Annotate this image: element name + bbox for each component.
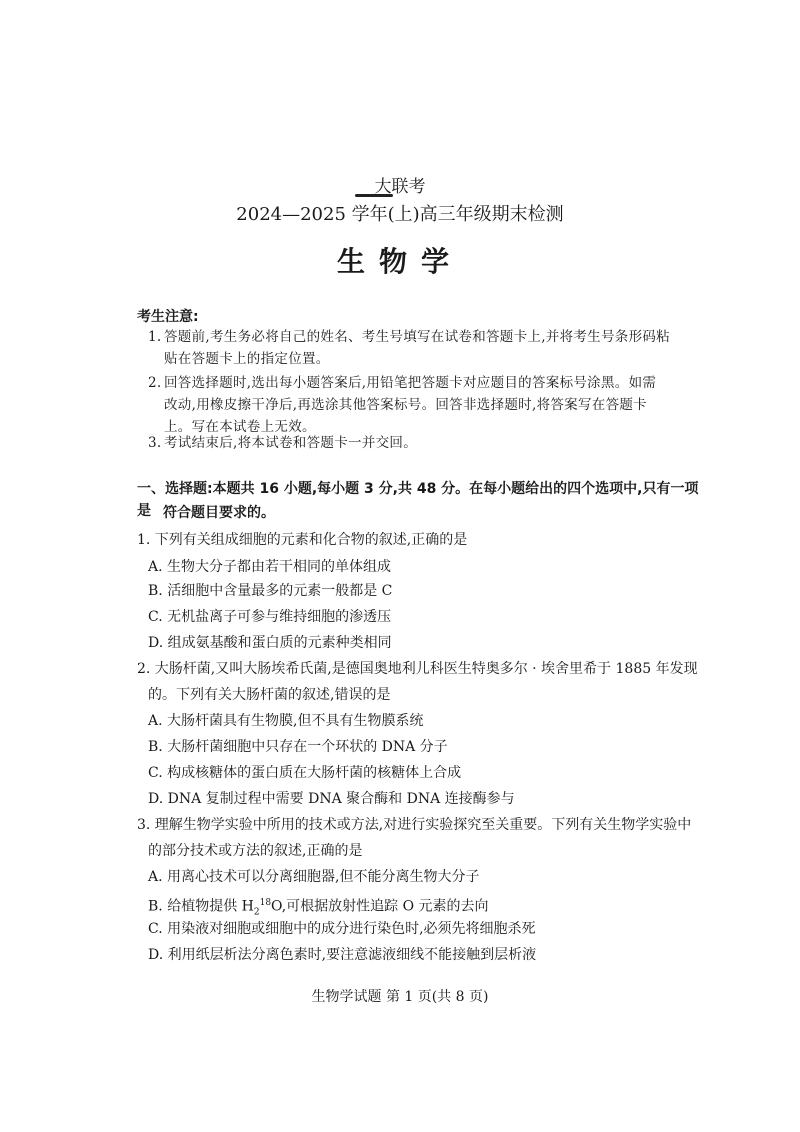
question-1-option-d: D. 组成氨基酸和蛋白质的元素种类相同 — [148, 635, 392, 651]
question-1-stem: 1. 下列有关组成细胞的元素和化合物的叙述,正确的是 — [137, 532, 468, 548]
question-3-option-c: C. 用染液对细胞或细胞中的成分进行染色时,必须先将细胞杀死 — [148, 921, 536, 937]
notice-item-1: 1. 答题前,考生务必将自己的姓名、考生号填写在试卷和答题卡上,并将考生号条形码粘 贴在答题卡上的指定位置。 — [148, 329, 670, 367]
exam-org: 大联考 — [374, 177, 426, 197]
question-3-option-b: B. 给植物提供 $H_2^{18}O$,可根据放射性追踪 O 元素的去向 — [148, 898, 489, 918]
notice-item-3: 3. 考试结束后,将本试卷和答题卡一并交回。 — [148, 435, 417, 451]
question-3-option-a: A. 用离心技术可以分离细胞器,但不能分离生物大分子 — [148, 869, 480, 885]
question-3-stem: 3. 理解生物学实验中所用的技术或方法,对进行实验探究至关重要。下列有关生物学实验中 — [137, 817, 692, 833]
question-2-option-b: B. 大肠杆菌细胞中只存在一个环状的 DNA 分子 — [148, 739, 448, 755]
question-3-option-d: D. 利用纸层析法分离色素时,要注意滤液细线不能接触到层析液 — [148, 947, 537, 963]
question-1-option-b: B. 活细胞中含量最多的元素一般都是 C — [148, 583, 393, 599]
page-footer: 生物学试题 第 1 页(共 8 页) — [311, 989, 489, 1005]
question-3-stem-cont: 的部分技术或方法的叙述,正确的是 — [148, 843, 363, 859]
question-2-option-d: D. DNA 复制过程中需要 DNA 聚合酶和 DNA 连接酶参与 — [148, 791, 515, 807]
question-1-option-a: A. 生物大分子都由若干相同的单体组成 — [148, 559, 392, 575]
page-title: 生物学 — [336, 245, 463, 278]
section-heading-cont: 符合题目要求的。 — [163, 505, 275, 521]
question-2-stem-cont: 的。下列有关大肠杆菌的叙述,错误的是 — [148, 687, 391, 703]
question-2-stem: 2. 大肠杆菌,又叫大肠埃希氏菌,是德国奥地利儿科医生特奥多尔 · 埃舍里希于 1885 年发现 — [137, 661, 698, 677]
question-2-option-c: C. 构成核糖体的蛋白质在大肠杆菌的核糖体上合成 — [148, 765, 462, 781]
notice-item-2: 2. 回答选择题时,选出每小题答案后,用铅笔把答题卡对应题目的答案标号涂黑。如需 改动,用橡皮擦干净后,再选涂其他答案标号。回答非选择题时,将答案写在答题卡 上。写在本试卷上无效。 — [148, 375, 657, 435]
exam-term: 2024—2025 学年(上)高三年级期末检测 — [236, 204, 564, 225]
section-heading: 一、选择题:本题共 16 小题,每小题 3 分,共 48 分。在每小题给出的四个选项中,只有一项是 — [137, 481, 699, 519]
question-1-option-c: C. 无机盐离子可参与维持细胞的渗透压 — [148, 609, 392, 625]
notice-title: 考生注意: — [137, 309, 199, 325]
question-2-option-a: A. 大肠杆菌具有生物膜,但不具有生物膜系统 — [148, 713, 424, 729]
